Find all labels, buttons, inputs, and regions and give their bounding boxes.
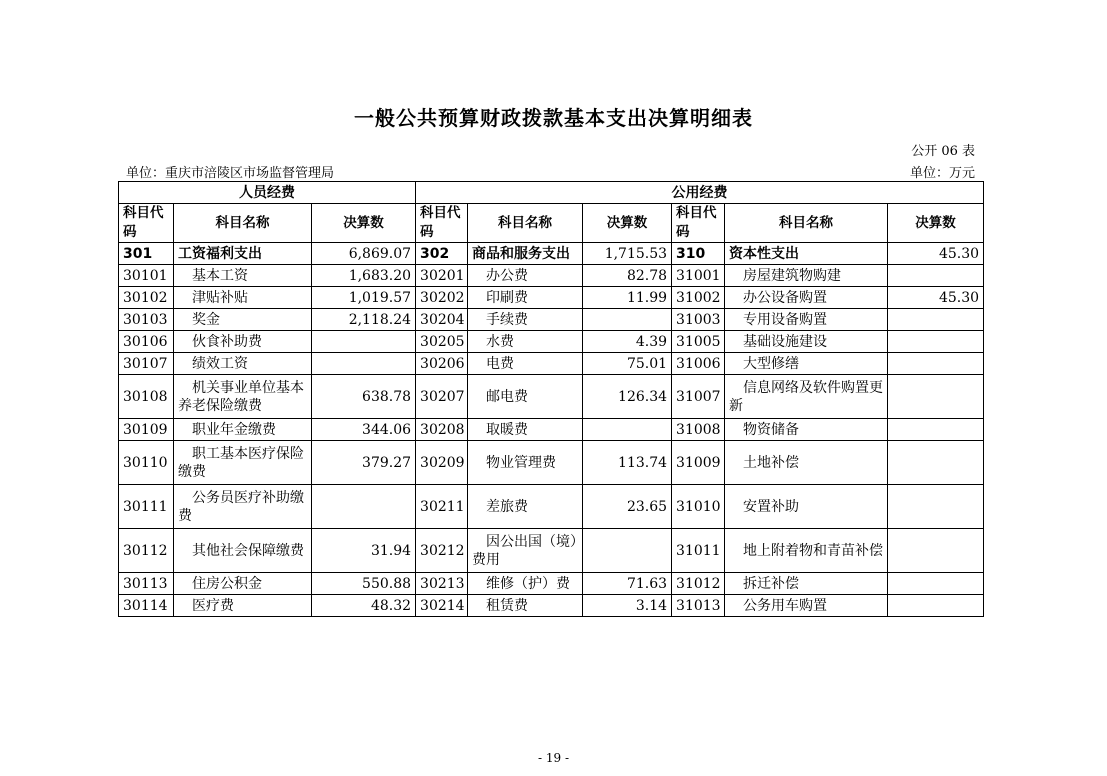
code-cell: 30209 [416,441,468,485]
code-cell: 30211 [416,485,468,529]
page-number: - 19 - [537,751,569,765]
section-header-row [119,182,984,204]
name-cell: 住房公积金 [174,573,312,595]
name-cell: 机关事业单位基本养老保险缴费 [174,375,312,419]
table-row [119,485,984,529]
code-cell: 310 [672,243,725,265]
amount-cell: 3.14 [583,595,672,617]
code-cell: 30204 [416,309,468,331]
table-row [119,331,984,353]
expenditure-table [118,181,984,617]
unit-organization: 单位：重庆市涪陵区市场监督管理局 [126,166,335,181]
table-row [119,595,984,617]
name-cell: 奖金 [174,309,312,331]
name-cell: 伙食补助费 [174,331,312,353]
name-cell: 安置补助 [725,485,888,529]
amount-cell: 31.94 [312,529,416,573]
amount-cell [583,529,672,573]
amount-cell: 23.65 [583,485,672,529]
table-row [119,419,984,441]
code-cell: 30109 [119,419,174,441]
name-cell: 办公设备购置 [725,287,888,309]
table-row [119,529,984,573]
code-cell: 30201 [416,265,468,287]
col-name: 科目名称 [468,204,583,243]
code-cell: 30113 [119,573,174,595]
table-row [119,375,984,419]
code-cell: 31009 [672,441,725,485]
name-cell: 土地补偿 [725,441,888,485]
code-cell: 31011 [672,529,725,573]
name-cell: 医疗费 [174,595,312,617]
code-cell: 301 [119,243,174,265]
name-cell: 公务用车购置 [725,595,888,617]
amount-cell [312,331,416,353]
code-cell: 30112 [119,529,174,573]
code-cell: 31008 [672,419,725,441]
unit-currency: 单位：万元 [909,166,975,181]
code-cell: 30103 [119,309,174,331]
name-cell: 大型修缮 [725,353,888,375]
amount-cell [888,353,984,375]
name-cell: 房屋建筑物购建 [725,265,888,287]
code-cell: 30111 [119,485,174,529]
column-header-row [119,204,984,243]
name-cell: 物资储备 [725,419,888,441]
amount-cell: 379.27 [312,441,416,485]
code-cell: 30214 [416,595,468,617]
name-cell: 商品和服务支出 [468,243,583,265]
page-title: 一般公共预算财政拨款基本支出决算明细表 [354,106,753,130]
name-cell: 电费 [468,353,583,375]
code-cell: 30212 [416,529,468,573]
code-cell: 30102 [119,287,174,309]
amount-cell [312,485,416,529]
amount-cell: 75.01 [583,353,672,375]
amount-cell: 344.06 [312,419,416,441]
amount-cell [888,265,984,287]
amount-cell [583,419,672,441]
code-cell: 30101 [119,265,174,287]
col-name: 科目名称 [725,204,888,243]
summary-row [119,243,984,265]
amount-cell: 113.74 [583,441,672,485]
amount-cell [888,441,984,485]
name-cell: 地上附着物和青苗补偿 [725,529,888,573]
table-row [119,287,984,309]
form-number: 公开 06 表 [911,144,975,159]
name-cell: 因公出国（境）费用 [468,529,583,573]
code-cell: 30106 [119,331,174,353]
amount-cell [312,353,416,375]
amount-cell [888,375,984,419]
amount-cell: 1,715.53 [583,243,672,265]
code-cell: 31002 [672,287,725,309]
amount-cell [888,595,984,617]
col-code: 科目代码 [119,204,174,243]
code-cell: 30110 [119,441,174,485]
amount-cell: 71.63 [583,573,672,595]
amount-cell: 126.34 [583,375,672,419]
code-cell: 31006 [672,353,725,375]
table-row [119,573,984,595]
section-personnel: 人员经费 [119,182,416,204]
amount-cell: 4.39 [583,331,672,353]
code-cell: 31013 [672,595,725,617]
name-cell: 水费 [468,331,583,353]
table-row [119,441,984,485]
amount-cell: 48.32 [312,595,416,617]
code-cell: 30107 [119,353,174,375]
amount-cell: 11.99 [583,287,672,309]
amount-cell: 550.88 [312,573,416,595]
name-cell: 维修（护）费 [468,573,583,595]
name-cell: 取暖费 [468,419,583,441]
code-cell: 31001 [672,265,725,287]
name-cell: 租赁费 [468,595,583,617]
name-cell: 邮电费 [468,375,583,419]
amount-cell [888,331,984,353]
name-cell: 基本工资 [174,265,312,287]
name-cell: 工资福利支出 [174,243,312,265]
code-cell: 30205 [416,331,468,353]
col-amount: 决算数 [312,204,416,243]
name-cell: 物业管理费 [468,441,583,485]
code-cell: 30114 [119,595,174,617]
table-row [119,353,984,375]
code-cell: 31005 [672,331,725,353]
table-row [119,265,984,287]
code-cell: 302 [416,243,468,265]
code-cell: 30108 [119,375,174,419]
amount-cell [583,309,672,331]
name-cell: 专用设备购置 [725,309,888,331]
col-code: 科目代码 [672,204,725,243]
amount-cell: 45.30 [888,243,984,265]
table-row [119,309,984,331]
amount-cell [888,485,984,529]
name-cell: 资本性支出 [725,243,888,265]
code-cell: 30208 [416,419,468,441]
code-cell: 31012 [672,573,725,595]
name-cell: 印刷费 [468,287,583,309]
section-public: 公用经费 [416,182,984,204]
name-cell: 津贴补贴 [174,287,312,309]
amount-cell: 1,019.57 [312,287,416,309]
code-cell: 31003 [672,309,725,331]
code-cell: 30207 [416,375,468,419]
name-cell: 差旅费 [468,485,583,529]
col-amount: 决算数 [888,204,984,243]
name-cell: 公务员医疗补助缴费 [174,485,312,529]
amount-cell [888,573,984,595]
amount-cell: 2,118.24 [312,309,416,331]
col-amount: 决算数 [583,204,672,243]
code-cell: 31010 [672,485,725,529]
amount-cell: 638.78 [312,375,416,419]
name-cell: 办公费 [468,265,583,287]
code-cell: 30206 [416,353,468,375]
name-cell: 绩效工资 [174,353,312,375]
amount-cell: 1,683.20 [312,265,416,287]
amount-cell: 45.30 [888,287,984,309]
name-cell: 职工基本医疗保险缴费 [174,441,312,485]
name-cell: 拆迁补偿 [725,573,888,595]
amount-cell [888,529,984,573]
amount-cell: 6,869.07 [312,243,416,265]
name-cell: 信息网络及软件购置更新 [725,375,888,419]
amount-cell: 82.78 [583,265,672,287]
code-cell: 30213 [416,573,468,595]
code-cell: 31007 [672,375,725,419]
col-code: 科目代码 [416,204,468,243]
name-cell: 手续费 [468,309,583,331]
amount-cell [888,419,984,441]
amount-cell [888,309,984,331]
code-cell: 30202 [416,287,468,309]
name-cell: 基础设施建设 [725,331,888,353]
name-cell: 其他社会保障缴费 [174,529,312,573]
name-cell: 职业年金缴费 [174,419,312,441]
col-name: 科目名称 [174,204,312,243]
